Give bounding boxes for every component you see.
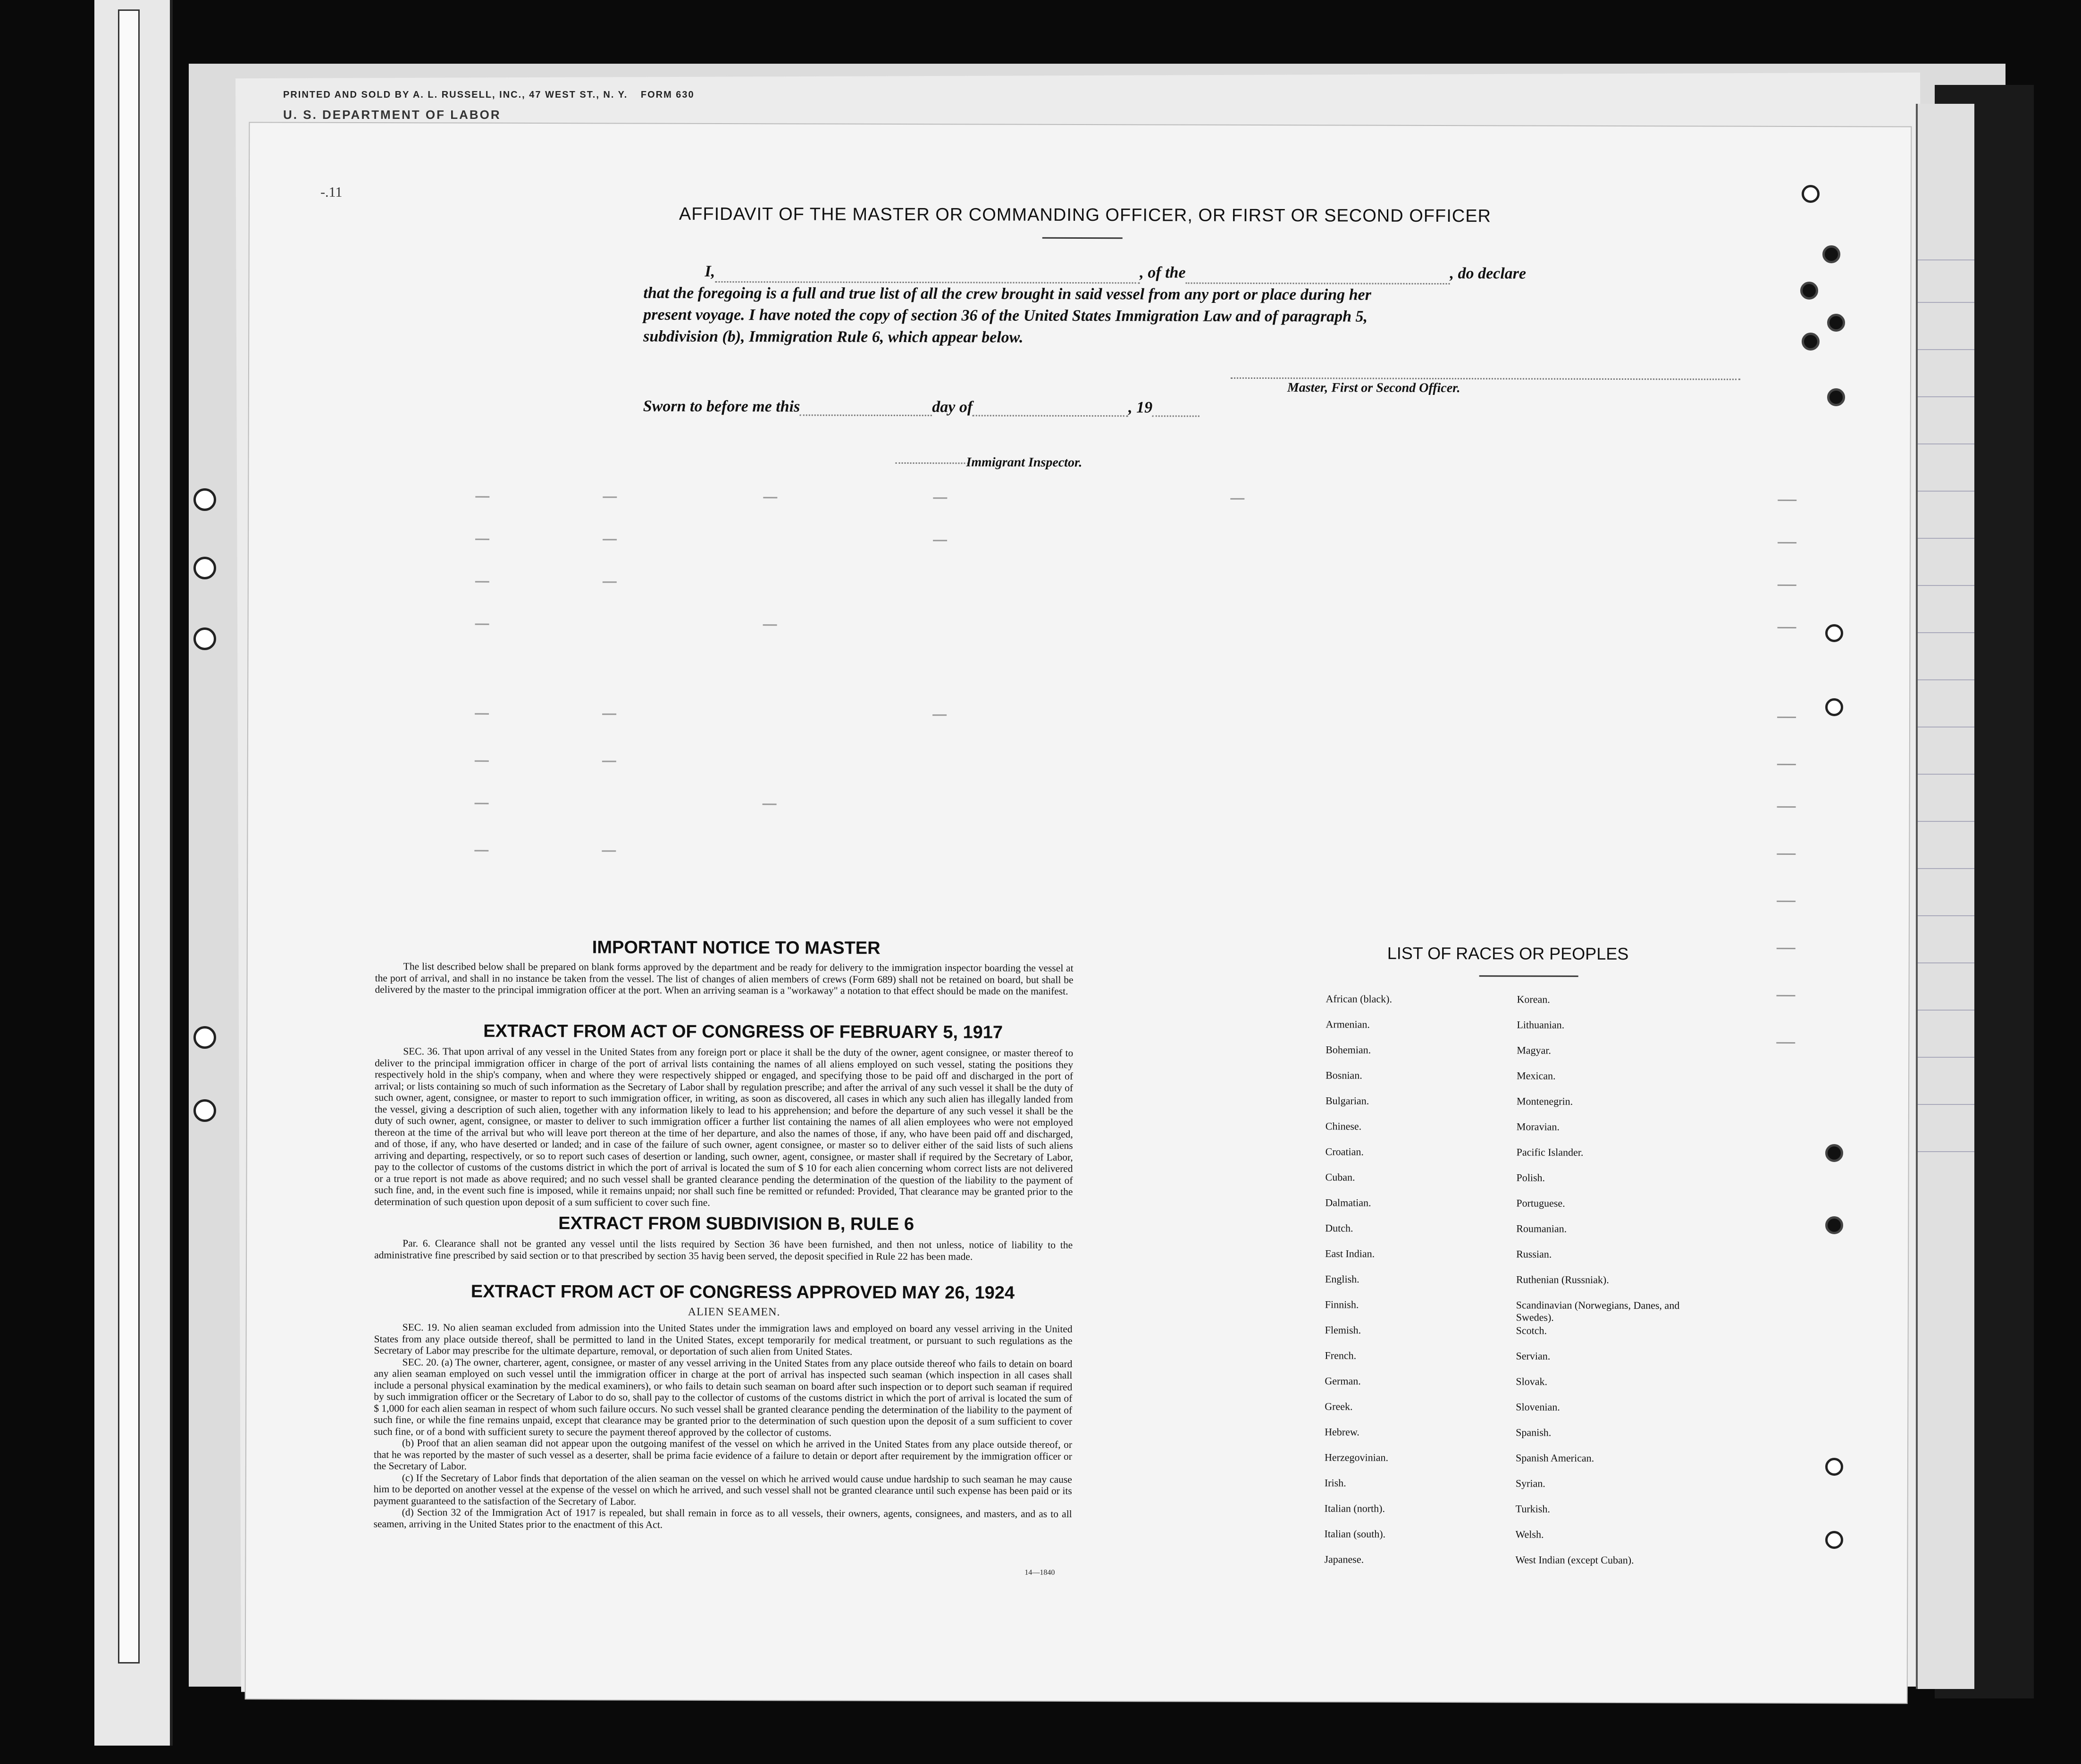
race-item: Welsh. <box>1515 1528 1544 1540</box>
punch-hole <box>1825 624 1843 642</box>
race-item: Scotch. <box>1516 1324 1547 1337</box>
race-item: Portuguese. <box>1516 1197 1565 1209</box>
punch-hole <box>1827 388 1845 406</box>
affidavit-page <box>246 123 1911 1703</box>
race-item: Finnish. <box>1325 1298 1359 1311</box>
race-item: Mexican. <box>1517 1070 1556 1082</box>
extract-rule6-text <box>374 1237 1073 1262</box>
race-item: Servian. <box>1516 1350 1551 1362</box>
sworn-line <box>643 398 1200 417</box>
punch-hole <box>1825 1531 1843 1549</box>
race-item: Greek. <box>1325 1400 1353 1413</box>
races-left-column <box>1324 993 1514 1579</box>
race-item: Slovak. <box>1516 1375 1548 1388</box>
race-item: West Indian (except Cuban). <box>1515 1554 1634 1566</box>
affidavit-title: AFFIDAVIT OF THE MASTER OR COMMANDING OFFICER, OR FIRST OR SECOND OFFICER <box>679 204 1492 226</box>
declare-label: , do declare <box>1450 265 1527 283</box>
title-underline <box>1042 237 1123 239</box>
extract-1924-text <box>374 1321 1073 1531</box>
notice-paragraph: The list described below shall be prepared on blank forms approved by the department and be ready for delivery to the immigration inspector boarding the vessel at the port of arrival, and shall in no instance be taken from the vessel. The list of changes of alien members of crews (Form 689) shall not be retained on board, but shall be delivered by the master to the principal immigration officer at the port. When an arriving seaman is a "workaway" a notation to that effect should be made on the manifest. <box>375 961 1074 997</box>
race-item: Irish. <box>1324 1477 1346 1489</box>
race-item: Bohemian. <box>1326 1044 1371 1056</box>
sworn-label: Sworn to before me this <box>643 397 800 416</box>
day-of-label: day of <box>932 398 973 416</box>
declarant-prefix: I, <box>705 262 715 280</box>
punch-hole <box>1802 333 1820 351</box>
race-item: Croatian. <box>1325 1145 1364 1158</box>
printer-text: PRINTED AND SOLD BY A. L. RUSSELL, INC., 47 WEST ST., N. Y. <box>283 90 628 100</box>
sworn-month-field[interactable] <box>973 412 1128 417</box>
race-item: Chinese. <box>1325 1120 1362 1132</box>
race-item: Dalmatian. <box>1325 1196 1371 1209</box>
master-signature-field[interactable] <box>1231 375 1740 380</box>
section-36-paragraph: SEC. 36. That upon arrival of any vessel in the United States from any foreign port or place it shall be the duty of the owner, agent consignee, or master thereof to deliver to the principal immigration officer in charge of the port of arrival lists containing the names of all aliens employed on such vessel, stating the positions they respectively hold in the ship's company, when and where they were respectively shipped or engaged, and specifying those to be paid off and discharged in the port of arrival; or lists containing so much of such information as the Secretary of Labor shall by regulation prescribe; and after the arrival of any such vessel it shall be the duty of such owner, agent, consignee, or master to report to such immigration officer, in writing, as soon as discovered, all cases in which any such alien has illegally landed from the vessel, giving a description of such alien, together with any information likely to lead to his apprehension; and before the departure of any such vessel it shall be the duty of such owner, agent, consignee, or master to deliver to such immigration officer a further list containing the names of all alien employees who were not employed thereon at the time of the arrival but who will leave port thereon at the time of her departure, and also the names of those, if any, who have been paid off and discharged, and of those, if any, who have deserted or landed; and in case of the failure of such owner, agent consignee, or master so to deliver either of the said lists of such aliens arriving and departing, respectively, or so to report such cases of desertion or landing, such owner, agent, consignee, or master shall if required by the Secretary of Labor, pay to the collector of customs of the customs district in which the port of arrival is located the sum of $ 10 for each alien concerning whom correct lists are not delivered or a true report is not made as above required; and no such vessel shall be granted clearance pending the determination of the question of the liability to the payment of such fine, and, in the event such fine is imposed, while it remains unpaid; nor shall such fine be remitted or refunded: Provided, That clearance may be granted prior to the determination of such question upon deposit of a sum sufficient to cover such fine. <box>374 1045 1074 1208</box>
right-page-edge <box>1916 104 1974 1689</box>
race-item: Scandinavian (Norwegians, Danes, and Swedes). <box>1516 1299 1680 1323</box>
race-item: Dutch. <box>1325 1222 1353 1234</box>
race-item: Japanese. <box>1324 1553 1364 1565</box>
punch-hole-left <box>193 627 216 650</box>
race-item: Herzegovinian. <box>1324 1451 1389 1463</box>
race-item: German. <box>1325 1375 1361 1387</box>
binder-strip <box>118 9 140 1664</box>
punch-hole <box>1827 314 1845 332</box>
declaration-line-4: subdivision (b), Immigration Rule 6, which appear below. <box>643 327 1024 346</box>
notice-text <box>375 961 1074 997</box>
extract-rule6-title: EXTRACT FROM SUBDIVISION B, RULE 6 <box>558 1213 915 1235</box>
department-line: U. S. DEPARTMENT OF LABOR <box>283 108 501 122</box>
master-signature-label: Master, First or Second Officer. <box>1287 380 1460 396</box>
section-20d-paragraph: (d) Section 32 of the Immigration Act of 1917 is repealed, but shall remain in force as to all vessels, their owners, agents, consignees, and masters, and as to all seamen, arriving in the United States prior to the enactment of this Act. <box>373 1506 1072 1530</box>
race-item: Slovenian. <box>1516 1401 1560 1413</box>
race-item: Moravian. <box>1516 1120 1560 1133</box>
rule6-paragraph: Par. 6. Clearance shall not be granted any vessel until the lists required by Section 36 have been furnished, and then not unless, notice of liability to the administrative fine prescribed by said section or to that prescribed by section 35 havig been served, the deposit specified in Rule 22 has been made. <box>374 1237 1073 1262</box>
notice-title: IMPORTANT NOTICE TO MASTER <box>592 937 881 958</box>
races-title: LIST OF RACES OR PEOPLES <box>1387 943 1629 964</box>
race-item: Italian (north). <box>1324 1502 1385 1514</box>
extract-1917-text <box>374 1045 1073 1209</box>
of-the-label: , of the <box>1140 264 1186 282</box>
punch-hole-left <box>193 1026 216 1049</box>
declaration-line-3: present voyage. I have noted the copy of section 36 of the United States Immigration Law and of paragraph 5, <box>643 306 1368 326</box>
race-item: Hebrew. <box>1325 1426 1359 1438</box>
extract-1924-title: EXTRACT FROM ACT OF CONGRESS APPROVED MAY 26, 1924 <box>470 1281 1015 1303</box>
inspector-signature-field[interactable] <box>895 460 968 464</box>
corner-mark: -.11 <box>320 184 343 200</box>
race-item: Bosnian. <box>1326 1069 1362 1081</box>
section-20a-paragraph: SEC. 20. (a) The owner, charterer, agent, consignee, or master of any vessel arriving in the United States from any place outside thereof who fails to detain on board any alien seaman employed on such vessel until the immigration officer in charge at the port of arrival has inspected such seaman (which inspection in all cases shall include a personal physical examination by the medical examiners), or who fails to detain such seaman on board after such inspection or to deport such seaman if required by such immigration officer or the Secretary of Labor to do so, shall pay to the collector of customs of the customs district in which the port of arrival is located the sum of $ 1,000 for each alien seaman in respect of whom such failure occurs. No such vessel shall be granted clearance pending the determination of the liability to the payment of such fine, or while the fine remains unpaid, except that clearance may be granted prior to the determination of such question upon the deposit of a sum sufficient to cover such fine, or of a bond with sufficient surety to secure the payment thereof approved by the collector of customs. <box>374 1356 1073 1438</box>
punch-hole-left <box>193 1099 216 1122</box>
race-item: Flemish. <box>1325 1324 1361 1336</box>
race-item: Magyar. <box>1517 1044 1551 1056</box>
year-label: , 19 <box>1128 399 1153 417</box>
race-item: Lithuanian. <box>1517 1019 1565 1031</box>
printer-line <box>283 90 897 100</box>
section-20b-paragraph: (b) Proof that an alien seaman did not appear upon the outgoing manifest of the vessel on which he arrived in the United States from any place outside thereof, or that he was reported by the master of such vessel as a deserter, shall be prima facie evidence of a failure to detain or deport after requirement by the immigration officer or the Secretary of Labor. <box>373 1437 1073 1472</box>
extract-1924-subtitle: ALIEN SEAMEN. <box>688 1305 780 1319</box>
race-item: Spanish American. <box>1515 1452 1594 1464</box>
race-item: Spanish. <box>1516 1426 1552 1438</box>
race-item: Syrian. <box>1515 1477 1545 1489</box>
race-item: Russian. <box>1516 1248 1552 1260</box>
declaration-line-2: that the foregoing is a full and true list of all the crew brought in said vessel from any port or place during her <box>643 284 1371 304</box>
race-item: French. <box>1325 1349 1357 1362</box>
section-19-paragraph: SEC. 19. No alien seaman excluded from admission into the United States under the immigration laws and employed on board any vessel arriving in the United States from any place outside thereof, shall be permitted to land in the United States, except temporarily for medical treatment, or pursuant to such regulations as the Secretary of Labor may prescribe for the ultimate departure, removal, or deportation of such alien from United States. <box>374 1321 1073 1357</box>
race-item: Roumanian. <box>1516 1222 1567 1235</box>
race-item: Armenian. <box>1326 1018 1370 1030</box>
races-right-column <box>1515 993 1705 1580</box>
race-item: Polish. <box>1516 1171 1545 1184</box>
declaration-block <box>643 261 1762 351</box>
races-underline <box>1479 975 1578 977</box>
inspector-label: Immigrant Inspector. <box>966 455 1082 470</box>
form-code: 14—1840 <box>1024 1568 1055 1577</box>
sworn-year-field[interactable] <box>1152 412 1200 417</box>
race-item: Bulgarian. <box>1325 1095 1369 1107</box>
form-number: FORM 630 <box>640 90 695 100</box>
punch-hole <box>1825 1458 1843 1476</box>
race-item: Turkish. <box>1515 1503 1550 1515</box>
extract-1917-title: EXTRACT FROM ACT OF CONGRESS OF FEBRUARY 5, 1917 <box>483 1021 1003 1043</box>
punch-hole <box>1825 698 1843 716</box>
race-item: Korean. <box>1517 993 1550 1005</box>
punch-hole <box>1800 282 1818 300</box>
race-item: Italian (south). <box>1324 1528 1386 1540</box>
punch-hole <box>1825 1144 1843 1162</box>
punch-hole-left <box>193 557 216 579</box>
race-item: African (black). <box>1326 993 1393 1005</box>
punch-hole-left <box>193 488 216 511</box>
race-item: Cuban. <box>1325 1171 1355 1183</box>
race-item: English. <box>1325 1273 1359 1285</box>
punch-hole <box>1802 185 1820 203</box>
race-item: East Indian. <box>1325 1247 1375 1260</box>
race-item: Montenegrin. <box>1516 1095 1573 1107</box>
race-item: Ruthenian (Russniak). <box>1516 1273 1609 1286</box>
race-item: Pacific Islander. <box>1516 1146 1584 1158</box>
punch-hole <box>1825 1216 1843 1234</box>
section-20c-paragraph: (c) If the Secretary of Labor finds that deportation of the alien seaman on the vessel on which he arrived would cause undue hardship to such seaman he may cause him to be deported on another vessel at the expense of the vessel on which he arrived, and such vessel shall not be granted clearance until such expense has been paid or its payment guaranteed to the satisfaction of the Secretary of Labor. <box>373 1471 1072 1507</box>
sworn-day-field[interactable] <box>800 411 932 416</box>
punch-hole <box>1822 245 1840 263</box>
